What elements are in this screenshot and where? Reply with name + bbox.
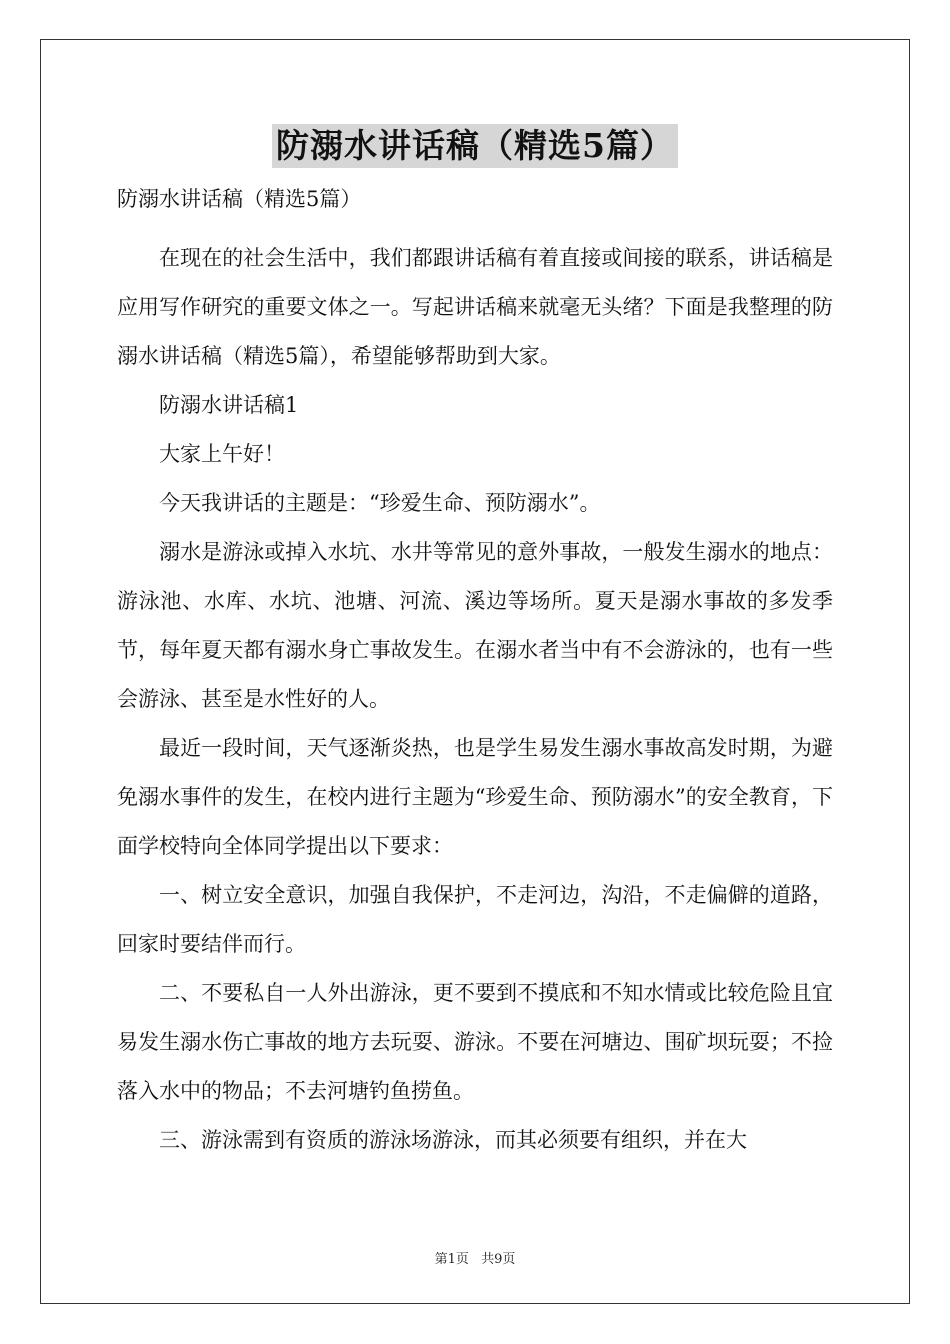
document-title: 防溺水讲话稿（精选5篇）	[272, 124, 678, 168]
theme-paragraph: 今天我讲话的主题是：“珍爱生命、预防溺水”。	[159, 491, 601, 515]
section-heading: 防溺水讲话稿1	[159, 393, 299, 417]
greeting-paragraph: 大家上午好！	[159, 442, 285, 466]
body-paragraph: 最近一段时间，天气逐渐炎热，也是学生易发生溺水事故高发时期，为避免溺水事件的发生，在校内进行主题为“珍爱生命、预防溺水”的安全教育，下面学校特向全体同学提出以下要求：	[117, 736, 833, 858]
page-number: 第1页	[434, 1252, 469, 1267]
subtitle-line: 防溺水讲话稿（精选5篇）	[117, 187, 362, 211]
page-footer	[0, 1248, 950, 1267]
body-paragraph: 溺水是游泳或掉入水坑、水井等常见的意外事故，一般发生溺水的地点：游泳池、水库、水坑、池塘、河流、溪边等场所。夏天是溺水事故的多发季节，每年夏天都有溺水身亡事故发生。在溺水者当中有不会游泳的，也有一些会游泳、甚至是水性好的人。	[117, 540, 833, 711]
document-body	[117, 178, 833, 1165]
rule-paragraph-1: 一、树立安全意识，加强自我保护，不走河边，沟沿，不走偏僻的道路，回家时要结伴而行。	[117, 883, 833, 956]
rule-paragraph-3: 三、游泳需到有资质的游泳场游泳，而其必须要有组织，并在大	[159, 1128, 747, 1152]
rule-paragraph-2: 二、不要私自一人外出游泳，更不要到不摸底和不知水情或比较危险且宜易发生溺水伤亡事故的地方去玩耍、游泳。不要在河塘边、围矿坝玩耍；不捡落入水中的物品；不去河塘钓鱼捞鱼。	[117, 981, 833, 1103]
title-container	[0, 124, 950, 168]
total-pages: 共9页	[481, 1252, 516, 1267]
intro-paragraph: 在现在的社会生活中，我们都跟讲话稿有着直接或间接的联系，讲话稿是应用写作研究的重要文体之一。写起讲话稿来就毫无头绪？下面是我整理的防溺水讲话稿（精选5篇），希望能够帮助到大家。	[117, 246, 833, 368]
